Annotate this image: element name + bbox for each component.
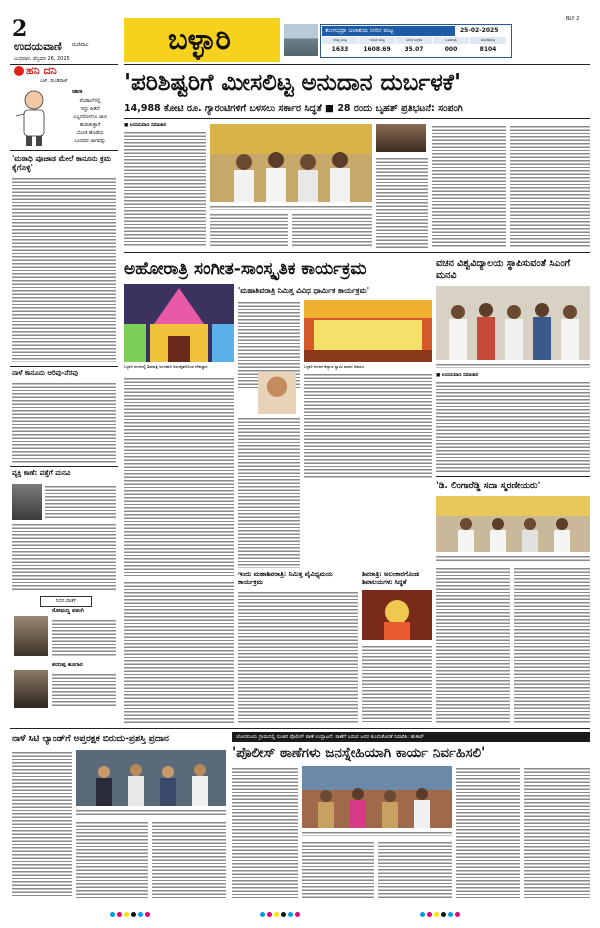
left-article-2-headline: ನಾಳೆ ಕಾನೂನು ಅರಿವು-ನೆರವು (12, 369, 78, 377)
registration-swatch (441, 912, 446, 917)
right-desk: ■ ಉದಯವಾಣಿ ಸಮಾಚಾರ (436, 373, 479, 378)
shivaratri-body-7 (362, 644, 432, 724)
registration-swatch (455, 912, 460, 917)
left-article-1-body (12, 176, 116, 362)
poem-line: ಎಲ್ಲದರೊಳಗೂ ಜಾಣ (73, 115, 107, 120)
police-station-photo (302, 766, 452, 828)
shivaratri-subhead-3: ಶಿವರಾತ್ರಿ: ಅಲಂಕಾರಗೊಂಡ ಶಿವಾಲಯಗಳು ಸಿದ್ಧತೆ (362, 570, 420, 586)
police-body-5 (524, 766, 590, 898)
obituary-2-body (52, 672, 116, 708)
shivaratri-body-4 (304, 372, 432, 478)
registration-swatch (260, 912, 265, 917)
temple-lights-caption: ಬಳ್ಳಾರಿ ನಗರದಲ್ಲಿ ಶಿವರಾತ್ರಿ ಅಂಗವಾಗಿ ಅಲಂಕೃತಗೊಂಡ ದೇವಸ್ಥಾನ (124, 364, 208, 369)
lead-inset-photo (376, 124, 426, 152)
registration-swatch (131, 912, 136, 917)
top-rule (124, 64, 590, 65)
obituary-box-label: ನಿಧನ ವಾರ್ತೆ (40, 596, 92, 607)
dam-photo (284, 24, 318, 56)
hanidani-author: ಎಚ್. ಡುಂಡಿರಾಜ್ (40, 79, 68, 84)
dam-title: ತುಂಗಭದ್ರಾ ಜಲಾಶಯ ನೀರಿನ ಮಟ್ಟ (322, 26, 455, 36)
lead-banner-headline: 'ಪರಿಶಿಷ್ಟರಿಗೆ ಮೀಸಲಿಟ್ಟ ಅನುದಾನ ದುರ್ಬಳಕೆ' (124, 69, 461, 96)
lingareddy-body-1 (436, 566, 510, 724)
registration-swatch (117, 912, 122, 917)
police-body-1 (232, 766, 298, 898)
police-photo-caption (302, 830, 452, 836)
lead-body-6 (510, 124, 590, 248)
police-body-4 (456, 766, 520, 898)
bottom-rule (10, 728, 590, 729)
lead-bottom-rule (124, 252, 590, 253)
left-article-3-body-cont (12, 522, 116, 592)
obituary-2-name: ಶರಣಪ್ಪ ಹೂಗಾರ (52, 662, 83, 668)
registration-swatch (281, 912, 286, 917)
temple-lights-photo (124, 284, 234, 362)
hanidani-title: ಹನಿ ದನಿ (26, 64, 57, 77)
memorandum-caption (436, 362, 590, 368)
city-land-body-1 (12, 750, 72, 898)
deity-photo (362, 590, 432, 640)
section-title: ಬಳ್ಳಾರಿ (168, 22, 231, 56)
dateline: ಬುಧವಾರ, ಫೆಬ್ರವರಿ 26, 2025 (14, 56, 70, 62)
police-headline: 'ಪೊಲೀಸ್ ಠಾಣೆಗಳು ಜನಸ್ನೇಹಿಯಾಗಿ ಕಾರ್ಯ ನಿರ್ವಹಿಸಲಿ' (232, 745, 486, 761)
registration-swatch (295, 912, 300, 917)
lingareddy-headline: 'ಡಿ. ಲಿಂಗಾರೆಡ್ಡಿ ಸದಾ ಸ್ಮರಣೀಯರು' (436, 481, 541, 491)
memorandum-photo (436, 286, 590, 360)
dam-col-value: 1633 (331, 46, 349, 53)
city-land-body-3 (152, 820, 226, 898)
registration-swatch (145, 912, 150, 917)
decorated-hall-caption: ಬಳ್ಳಾರಿ ನಗರದ ಕಲ್ಯಾಣ ಸ್ವಾಮಿ ಮಠದ ಆವರಣ (304, 364, 365, 369)
poem-line: ಹುಡುಕುತ್ತಾನೆ (79, 123, 101, 128)
left-rule-3 (10, 466, 118, 467)
lead-body-3 (292, 212, 372, 248)
registration-swatch (274, 912, 279, 917)
police-kicker: ಚೋರನೂರು ಗ್ರಾಮದಲ್ಲಿ ನೂತನ ಪೊಲೀಸ್ ಠಾಣೆ ಉದ್ಘಾಟನೆ: ಠಾಣೆಗೆ ಬರುವ ಜನರ ಕುಂದುಕೊರತೆ ನಿವಾರಿಸಿ: ಹುಕಾರ್ (236, 734, 424, 740)
paper-name: ಉದಯವಾಣಿ (14, 40, 62, 53)
shivaratri-headline: ಅಹೋರಾತ್ರಿ ಸಂಗೀತ-ಸಾಂಸ್ಕೃತಿಕ ಕಾರ್ಯಕ್ರಮ (124, 259, 367, 279)
registration-swatch (448, 912, 453, 917)
lead-photo (210, 124, 372, 202)
dam-col-value: 1608.69 (363, 46, 391, 53)
poem-line: ಪೆಂಡಾಲ್‌ನಲ್ಲಿ (79, 99, 101, 104)
right-rule (436, 476, 590, 477)
city-land-body-2 (76, 820, 148, 898)
page-code: BLY 2 (566, 16, 580, 22)
obituary-1-name: ಸೋಮಣ್ಣ ಪತಂಗಿ (52, 608, 84, 614)
dam-date: 25-02-2025 (460, 27, 499, 34)
lead-body-1 (124, 130, 206, 246)
decorated-hall-photo (304, 300, 432, 362)
left-article-2-body (12, 381, 116, 463)
left-article-3-body (45, 484, 116, 520)
vachana-body (436, 380, 590, 472)
edition-label: ಮಣಿಪಾಲ (72, 42, 89, 48)
lead-rule (124, 118, 590, 119)
obituary-1-body (52, 618, 116, 656)
dam-col-head: ಗರಿಷ್ಠ ಮಟ್ಟ (322, 37, 358, 44)
lead-photo-caption (210, 204, 372, 210)
hanidani-logo (14, 66, 24, 76)
vachana-university-headline: ವಚನ ವಿಶ್ವವಿದ್ಯಾಲಯ ಸ್ಥಾಪಿಸುವಂತೆ ಸಿಎಂಗೆ ಮನವಿ (436, 258, 571, 281)
registration-swatch (110, 912, 115, 917)
lead-desk: ■ ಉದಯವಾಣಿ ಸಮಾಚಾರ (124, 123, 167, 128)
dam-col-head: ಇಂದಿನ ಮಟ್ಟ (359, 37, 395, 44)
poem-line: ಇದ್ದು ಹಿಡಿದೆ (80, 107, 100, 112)
lingareddy-body-2 (514, 566, 590, 724)
missing-person-photo (12, 484, 42, 520)
dam-col-head: ಹೊರಹರಿವು (470, 37, 506, 44)
shivaratri-subhead-2: ಇಂದು ಮಹಾಶಿವರಾತ್ರಿ: ನಿಮಿತ್ತ ವೈವಿಧ್ಯಮಯ ಕಾರ್ಯಕ್ರಮ (238, 570, 333, 586)
registration-swatch (124, 912, 129, 917)
lead-body-5 (432, 124, 506, 248)
lingareddy-caption (436, 554, 590, 562)
cartoon (12, 86, 56, 148)
obituary-2-photo (14, 670, 48, 708)
registration-swatch (138, 912, 143, 917)
registration-swatch (288, 912, 293, 917)
lead-body-2 (210, 212, 288, 248)
poem-line: ಬಂದವರ ಜಾಗವನ್ನು (74, 139, 106, 144)
award-caption (76, 808, 226, 816)
left-rule-1 (10, 150, 118, 151)
left-article-3-headline: ವ್ಯಕ್ತಿ ಕಾಣೆ: ಪತ್ತೆಗೆ ಮನವಿ (12, 469, 71, 477)
poem-title: ಜಾಣ (72, 88, 83, 95)
registration-swatch (434, 912, 439, 917)
registration-swatch (267, 912, 272, 917)
shivaratri-body-3 (238, 416, 300, 568)
lead-body-4 (376, 156, 428, 248)
dam-col-value: 35.07 (404, 46, 424, 53)
shivaratri-subheadline: 'ಮಹಾಶಿವರಾತ್ರಿ ನಿಮಿತ್ತ ವಿವಿಧ ಧಾರ್ಮಿಕ ಕಾರ್ಯಕ್ರಮ' (238, 286, 370, 295)
shivaratri-body-5 (124, 580, 234, 724)
lingareddy-photo (436, 496, 590, 552)
left-rule-2 (10, 366, 118, 367)
page-number: 2 (12, 16, 28, 42)
dam-col-value: 8104 (479, 46, 497, 53)
left-article-1-headline: 'ಮಠಾಧಿ ಪೂಜಾಡ ಮೇಲೆ ಕಾನೂನು ಕ್ರಮ ಕೈಗೊಳ್ಳಿ' (12, 154, 111, 172)
city-land-headline: ನಾಳೆ ಸಿಟಿ ಲ್ಯಾಂಡ್‌ಗೆ ಅಪ್ತರಕ್ಷಕ ಬಿರುದು-ಪ್ರಶಸ್ತಿ ಪ್ರದಾನ (12, 734, 169, 744)
speaker-portrait (258, 372, 296, 414)
poem-line: ಬೋಡ ಹೊಡೆಯ (76, 131, 104, 136)
registration-swatch (427, 912, 432, 917)
dam-col-head: ನೀರಿನ ಸಂಗ್ರಹ (396, 37, 432, 44)
police-body-2 (302, 840, 374, 898)
obituary-1-photo (14, 616, 48, 656)
shivaratri-body-2 (124, 376, 234, 576)
award-photo (76, 750, 226, 806)
dam-col-value: 000 (444, 46, 458, 53)
police-body-3 (378, 840, 452, 898)
registration-swatch (420, 912, 425, 917)
lead-subheadline: 14,988 ಕೋಟಿ ರೂ. ಗ್ಯಾರಂಟಿಗಳಿಗೆ ಬಳಸಲು ಸರ್ಕಾರ ಸಿದ್ಧತೆ ■ 28 ರಂದು ಬೃಹತ್ ಪ್ರತಿಭಟನೆ: ಸಂಪಂಗಿ (124, 103, 463, 114)
shivaratri-body-6 (238, 590, 358, 724)
dam-col-head: ಒಳಹರಿವು (433, 37, 469, 44)
